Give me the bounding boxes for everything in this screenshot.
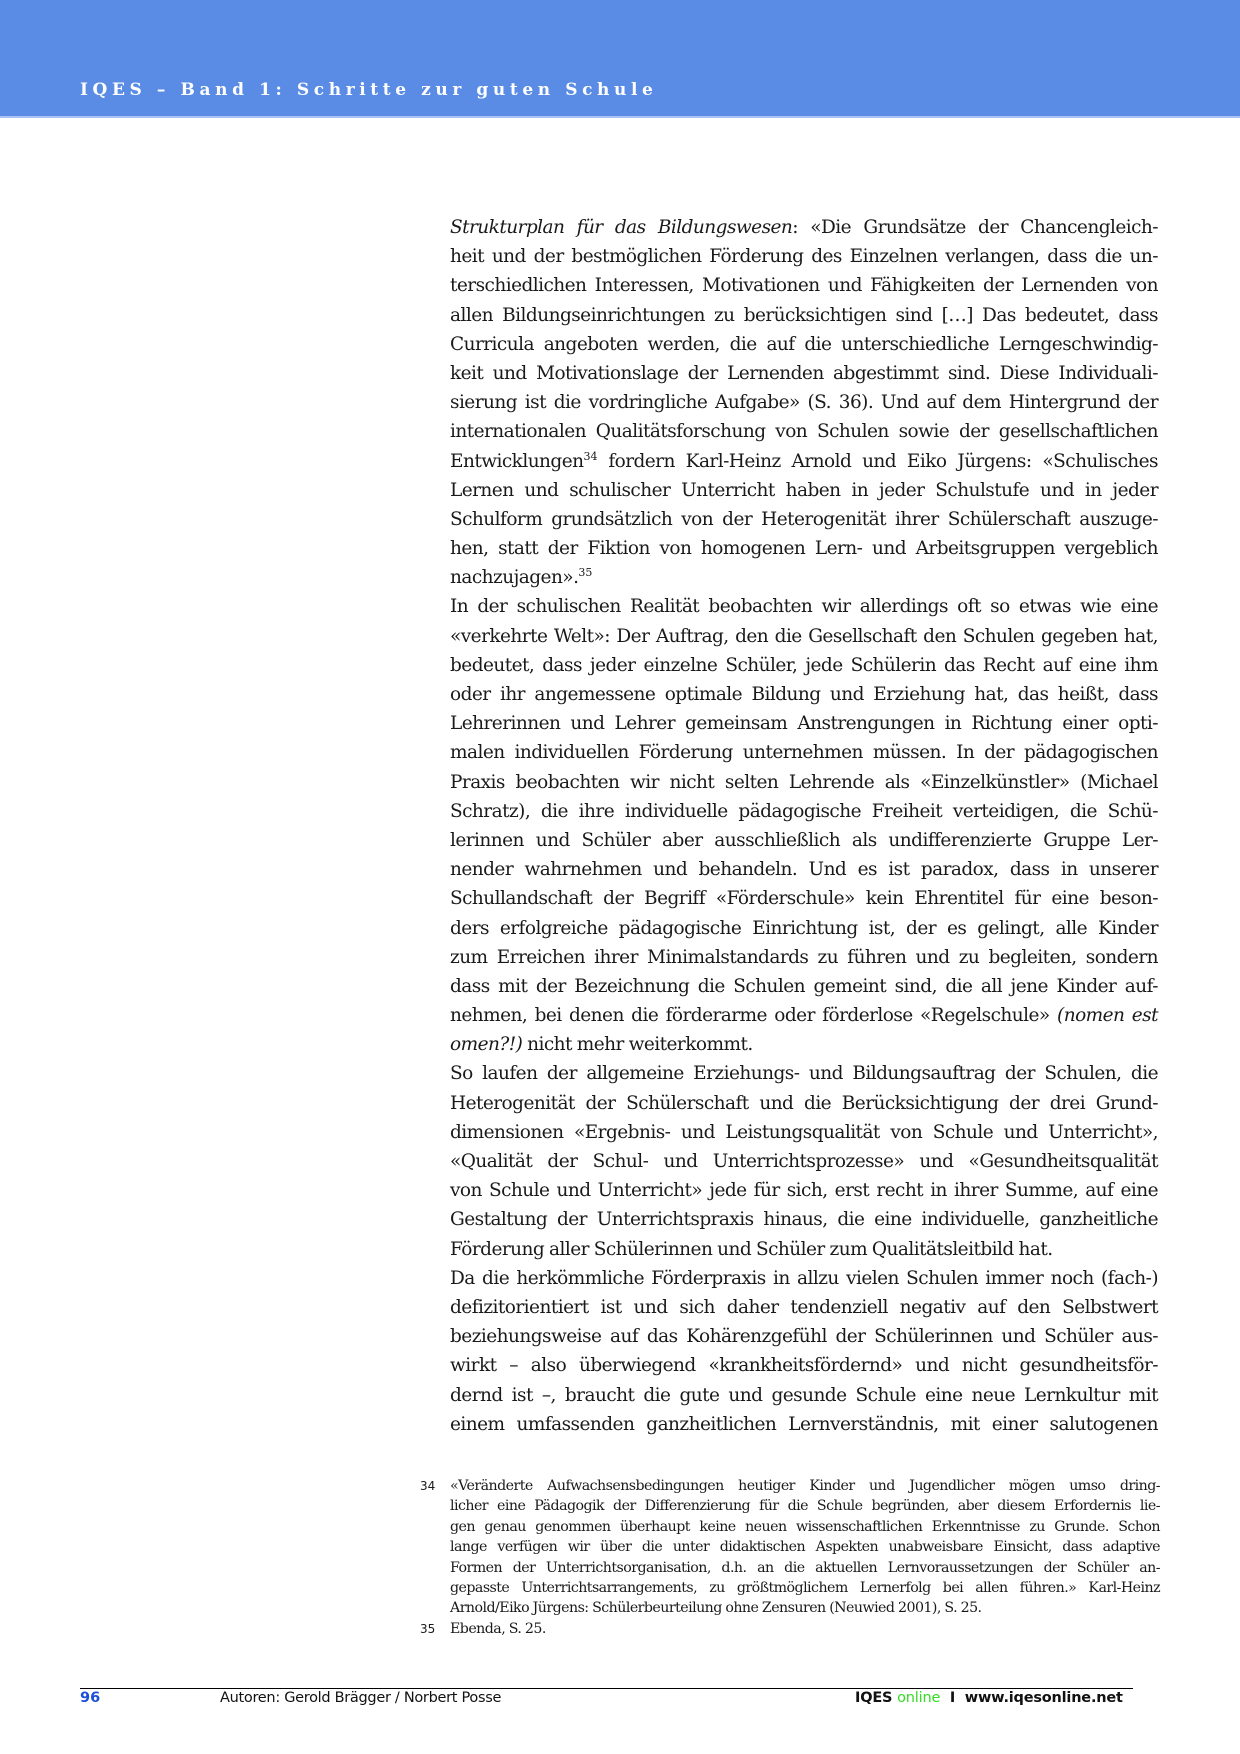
body-line bbox=[450, 330, 1158, 359]
body-line bbox=[450, 1001, 1158, 1030]
body-line bbox=[450, 271, 1158, 300]
footnote-line: «Veränderte Aufwachsensbedingungen heutiger Kinder und Jugendlicher mögen umso dring- bbox=[450, 1478, 1160, 1494]
italic-text: (nomen est bbox=[1057, 1005, 1158, 1027]
text-run: nicht mehr weiterkommt. bbox=[522, 1034, 753, 1056]
text-run: nender wahrnehmen und behandeln. Und es ist paradox, dass in unserer bbox=[450, 859, 1158, 881]
text-run: dass mit der Bezeichnung die Schulen gemeint sind, die all jene Kinder auf- bbox=[450, 975, 1158, 997]
running-header-title: IQES – Band 1: Schritte zur guten Schule bbox=[80, 80, 658, 100]
body-line bbox=[450, 1293, 1158, 1322]
text-run: zum Erreichen ihrer Minimalstandards zu führen und zu begleiten, sondern bbox=[450, 946, 1158, 968]
page-footer bbox=[0, 1690, 1240, 1712]
body-line bbox=[450, 1089, 1158, 1118]
body-line bbox=[450, 534, 1158, 563]
body-line bbox=[450, 680, 1158, 709]
footnote-line: Ebenda, S. 25. bbox=[450, 1620, 546, 1637]
text-run: wirkt – also überwiegend «krankheitsfördernd» und nicht gesundheitsför- bbox=[450, 1355, 1158, 1377]
body-line bbox=[450, 1322, 1158, 1351]
text-run: «verkehrte Welt»: Der Auftrag, den die Gesellschaft den Schulen gegeben hat, bbox=[450, 625, 1158, 647]
footnote-line: gen genau genommen überhaupt keine neuen wissenschaftlichen Erkenntnisse zu Grunde. Schon bbox=[450, 1518, 1160, 1535]
body-line bbox=[450, 855, 1158, 884]
text-run: lerinnen und Schüler aber ausschließlich als undifferenzierte Gruppe Ler- bbox=[450, 829, 1158, 851]
header-band bbox=[0, 0, 1240, 118]
body-line bbox=[450, 563, 1158, 592]
brand-separator: I bbox=[949, 1690, 956, 1706]
body-line bbox=[450, 301, 1158, 330]
body-line bbox=[450, 505, 1158, 534]
footnote-34 bbox=[410, 1476, 1160, 1619]
footnote-35 bbox=[410, 1619, 1160, 1639]
body-line bbox=[450, 738, 1158, 767]
body-line bbox=[450, 213, 1158, 242]
text-run: beziehungsweise auf das Kohärenzgefühl der Schülerinnen und Schüler aus- bbox=[450, 1326, 1158, 1348]
text-run: Entwicklungen bbox=[450, 450, 584, 472]
body-line bbox=[450, 972, 1158, 1001]
footnote-number: 34 bbox=[420, 1479, 436, 1493]
text-run: Heterogenität der Schülerschaft und die Berücksichtigung der drei Grund- bbox=[450, 1092, 1158, 1114]
text-run: von Schule und Unterricht» jede für sich, erst recht in ihrer Summe, auf eine bbox=[450, 1180, 1158, 1202]
footnotes bbox=[410, 1476, 1160, 1639]
text-run: ders erfolgreiche pädagogische Einrichtung ist, der es gelingt, alle Kinder bbox=[450, 917, 1158, 939]
body-line bbox=[450, 1059, 1158, 1088]
text-run: defizitorientiert ist und sich daher tendenziell negativ auf den Selbstwert bbox=[450, 1296, 1158, 1318]
text-run: «Qualität der Schul- und Unterrichtsprozesse» und «Gesundheitsqualität bbox=[450, 1151, 1158, 1172]
text-run: dernd ist –, braucht die gute und gesunde Schule eine neue Lernkultur mit bbox=[450, 1384, 1158, 1406]
page-number: 96 bbox=[80, 1690, 101, 1706]
text-run: Lernen und schulischer Unterricht haben in jeder Schulstufe und in jeder bbox=[450, 479, 1158, 501]
body-line bbox=[450, 1030, 1158, 1059]
text-run: Schratz), die ihre individuelle pädagogische Freiheit verteidigen, die Schü- bbox=[450, 800, 1158, 822]
brand-online: online bbox=[897, 1690, 941, 1706]
text-run: internationalen Qualitätsforschung von Schulen sowie der gesellschaftlichen bbox=[450, 421, 1158, 443]
text-run: In der schulischen Realität beobachten wir allerdings oft so etwas wie eine bbox=[450, 596, 1158, 618]
body-line bbox=[450, 1118, 1158, 1147]
body-line bbox=[450, 651, 1158, 680]
text-run: nehmen, bei denen die förderarme oder förderlose «Regelschule» bbox=[450, 1005, 1058, 1027]
text-run: So laufen der allgemeine Erziehungs- und Bildungsauftrag der Schulen, die bbox=[450, 1063, 1158, 1085]
text-run: sierung ist die vordringliche Aufgabe» (S. 36). Und auf dem Hintergrund der bbox=[450, 392, 1158, 414]
body-line bbox=[450, 242, 1158, 271]
body-line bbox=[450, 709, 1158, 738]
body-line bbox=[450, 1205, 1158, 1234]
text-run: terschiedlichen Interessen, Motivationen und Fähigkeiten der Lernenden von bbox=[450, 275, 1158, 297]
text-run: oder ihr angemessene optimale Bildung und Erziehung hat, das heißt, dass bbox=[450, 684, 1158, 705]
body-line bbox=[450, 768, 1158, 797]
footer-authors: Autoren: Gerold Brägger / Norbert Posse bbox=[220, 1690, 502, 1706]
body-line bbox=[450, 1410, 1158, 1439]
body-line bbox=[450, 388, 1158, 417]
text-run: Gestaltung der Unterrichtspraxis hinaus, die eine individuelle, ganzheitliche bbox=[450, 1209, 1158, 1231]
footnote-line: gepasste Unterrichtsarrangements, zu größtmöglichem Lernerfolg bei allen führen.» Karl-Heinz bbox=[450, 1579, 1160, 1596]
body-line bbox=[450, 1351, 1158, 1380]
text-run: Praxis beobachten wir nicht selten Lehrende als «Einzelkünstler» (Michael bbox=[450, 771, 1158, 793]
text-run: hen, statt der Fiktion von homogenen Lern- und Arbeitsgruppen vergeblich bbox=[450, 538, 1158, 560]
body-line bbox=[450, 359, 1158, 388]
body-line bbox=[450, 797, 1158, 826]
body-line bbox=[450, 447, 1158, 476]
footnote-line: licher eine Pädagogik der Differenzierung für die Schule begründen, aber diesem Erfordernis lie- bbox=[450, 1498, 1160, 1515]
text-run: dimensionen «Ergebnis- und Leistungsqualität von Schule und Unterricht», bbox=[450, 1121, 1158, 1143]
body-line bbox=[450, 826, 1158, 855]
text-run: allen Bildungseinrichtungen zu berücksichtigen sind […] Das bedeutet, dass bbox=[450, 304, 1158, 326]
text-run: Förderung aller Schülerinnen und Schüler zum Qualitätsleitbild hat. bbox=[450, 1238, 1053, 1260]
text-run: Da die herkömmliche Förderpraxis in allzu vielen Schulen immer noch (fach-) bbox=[450, 1267, 1158, 1289]
text-run: keit und Motivationslage der Lernenden abgestimmt sind. Diese Individuali- bbox=[450, 362, 1158, 384]
body-line bbox=[450, 1264, 1158, 1293]
footnote-reference[interactable]: 35 bbox=[578, 566, 593, 580]
footnote-reference[interactable]: 34 bbox=[583, 449, 598, 463]
body-line bbox=[450, 417, 1158, 446]
text-run: nachzujagen». bbox=[450, 567, 579, 589]
text-run: Curricula angeboten werden, die auf die unterschiedliche Lerngeschwindig- bbox=[450, 333, 1158, 355]
text-run: : «Die Grundsätze der Chancengleich- bbox=[792, 217, 1158, 238]
body-line bbox=[450, 914, 1158, 943]
body-line bbox=[450, 1381, 1158, 1410]
italic-text: omen?!) bbox=[450, 1034, 523, 1056]
body-text bbox=[450, 213, 1158, 1439]
text-run: einem umfassenden ganzheitlichen Lernverständnis, mit einer salutogenen bbox=[450, 1413, 1158, 1435]
brand-iqes: IQES bbox=[855, 1690, 893, 1706]
text-run: malen individuellen Förderung unternehmen müssen. In der pädagogischen bbox=[450, 742, 1158, 764]
footer-brand bbox=[855, 1690, 1123, 1706]
text-run: Lehrerinnen und Lehrer gemeinsam Anstrengungen in Richtung einer opti- bbox=[450, 713, 1158, 735]
body-line bbox=[450, 943, 1158, 972]
body-line bbox=[450, 476, 1158, 505]
text-run: Schullandschaft der Begriff «Förderschule» kein Ehrentitel für eine beson- bbox=[450, 888, 1158, 910]
footer-divider bbox=[80, 1688, 1133, 1689]
footer-url-link[interactable]: www.iqesonline.net bbox=[964, 1690, 1123, 1706]
text-run: fordern Karl-Heinz Arnold und Eiko Jürgens: «Schulisches bbox=[597, 450, 1158, 472]
body-line bbox=[450, 1176, 1158, 1205]
footnote-line: Arnold/Eiko Jürgens: Schülerbeurteilung ohne Zensuren (Neuwied 2001), S. 25. bbox=[450, 1600, 982, 1617]
body-line bbox=[450, 622, 1158, 651]
body-line bbox=[450, 1235, 1158, 1264]
text-run: Schulform grundsätzlich von der Heterogenität ihrer Schülerschaft auszuge- bbox=[450, 508, 1158, 530]
footnote-number: 35 bbox=[420, 1621, 436, 1636]
body-line bbox=[450, 884, 1158, 913]
text-run: bedeutet, dass jeder einzelne Schüler, jede Schülerin das Recht auf eine ihm bbox=[450, 654, 1158, 676]
body-line bbox=[450, 592, 1158, 621]
footnote-line: Formen der Unterrichtsorganisation, d.h. an die aktuellen Lernvoraussetzungen der Schüler an- bbox=[450, 1559, 1160, 1576]
body-line bbox=[450, 1147, 1158, 1176]
text-run: heit und der bestmöglichen Förderung des Einzelnen verlangen, dass die un- bbox=[450, 246, 1158, 268]
italic-text: Strukturplan für das Bildungswesen bbox=[450, 217, 793, 238]
footnote-line: lange verfügen wir über die unter didaktischen Aspekten unabweisbare Einsicht, dass adaptive bbox=[450, 1539, 1160, 1556]
